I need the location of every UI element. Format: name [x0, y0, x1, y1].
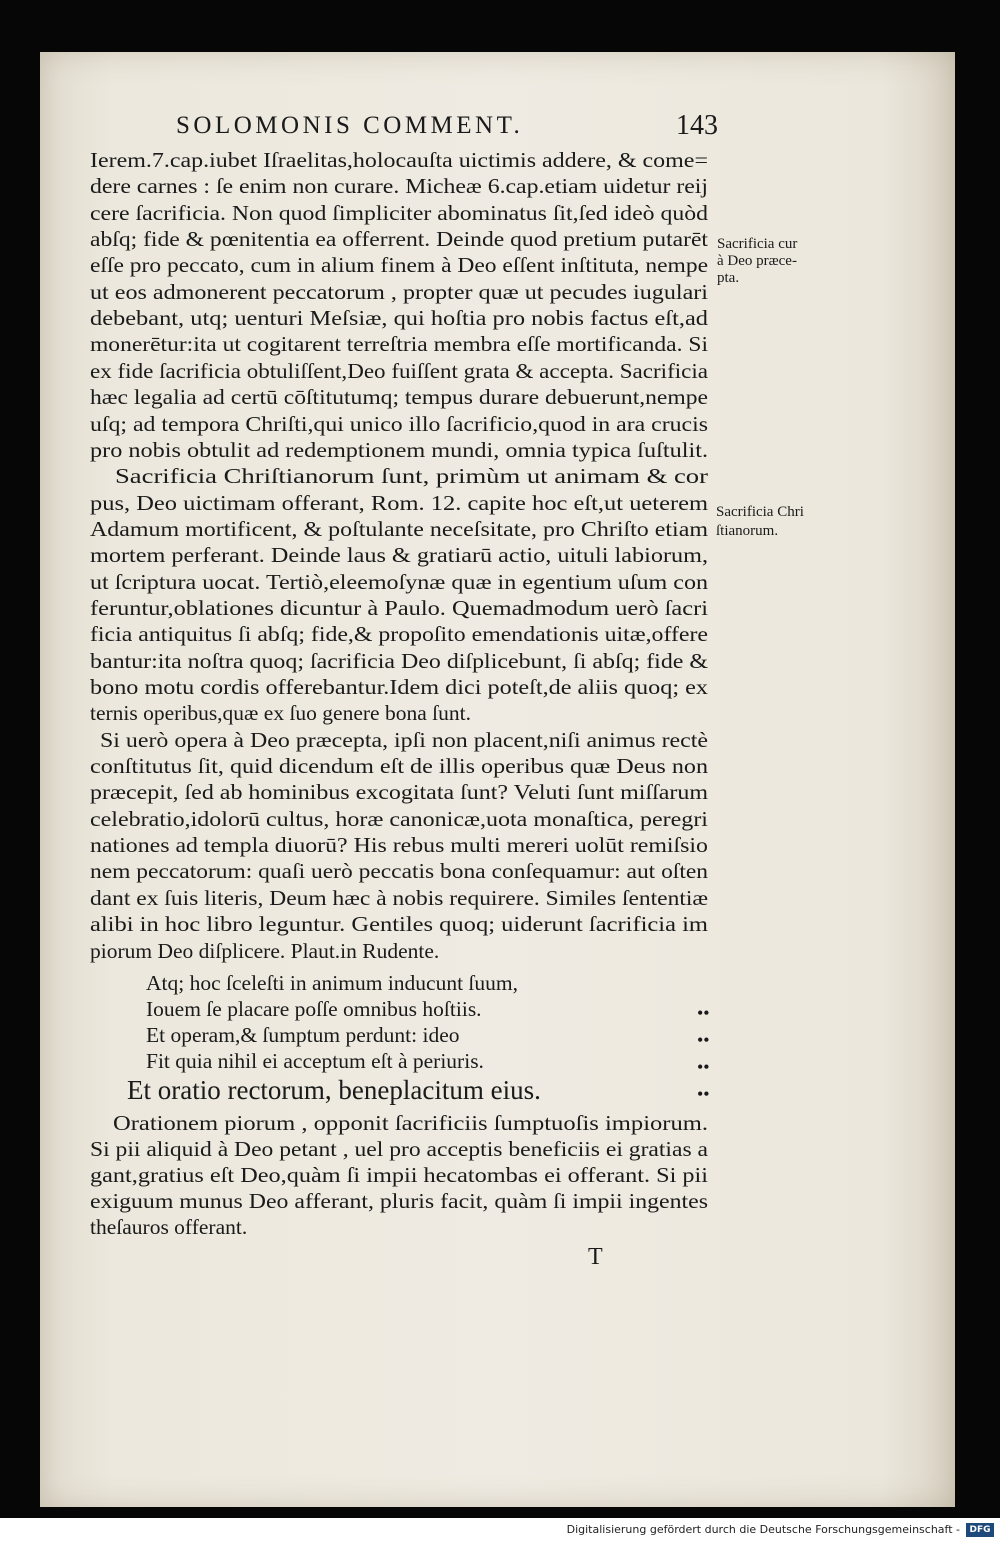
text-line: exiguum munus Deo afferant, pluris facit, quàm ſi impii ingentes [90, 1189, 708, 1213]
text-line: monerētur:ita ut cogitarent terreſtria membra eſſe mortificanda. Si [90, 332, 709, 357]
text-line: Sacrificia Chriſtianorum ſunt, primùm ut animam & cor [115, 464, 708, 489]
text-line: feruntur,oblationes dicuntur à Paulo. Quemadmodum uerò ſacri [90, 595, 708, 620]
scripture-verse: Et oratio rectorum, beneplacitum eius. [127, 1075, 541, 1105]
quote-mark: •• [697, 1084, 710, 1104]
text-line: ut ſcriptura uocat. Tertiò,eleemoſynæ quæ in egentium uſum con [90, 569, 709, 594]
text-line: cere ſacrificia. Non quod ſimpliciter abominatus ſit,ſed ideò quòd [90, 200, 709, 225]
text-line: nationes ad templa diuorū? His rebus multi mereri uolūt remiſsio [90, 833, 708, 858]
text-line: ternis operibus,quæ ex ſuo genere bona ſunt. [90, 701, 471, 726]
text-line: præcepit, ſed ab hominibus excogitata ſunt? Veluti ſunt miſſarum [90, 780, 709, 805]
text-line: Si uerò opera à Deo præcepta, ipſi non placent,niſi animus rectè [100, 727, 709, 752]
text-line: gant,gratius eſt Deo,quàm ſi impii hecatombas ei offerant. Si pii [90, 1163, 709, 1187]
margin-note-line: à Deo præce- [717, 253, 797, 269]
text-line: piorum Deo diſplicere. Plaut.in Rudente. [90, 938, 440, 963]
text-line: conſtitutus ſit, quid dicendum eſt de illis operibus quæ Deus non [90, 754, 709, 779]
text-line: Fit quia nihil ei acceptum eſt à periuris. [146, 1049, 484, 1073]
text-line: ut eos admonerent peccatorum , propter quæ ut pecudes iugulari [90, 279, 708, 304]
running-title: SOLOMONIS COMMENT. [176, 112, 524, 139]
text-line: Orationem piorum , opponit ſacrificiis ſumptuoſis impiorum. [113, 1111, 709, 1135]
text-line: hæc legalia ad certū cōſtitutumq; tempus durare debuerunt,nempe [90, 385, 708, 410]
text-line: ex fide ſacrificia obtuliſſent,Deo fuiſſent grata & accepta. Sacrificia [90, 358, 709, 383]
text-line: pro nobis obtulit ad redemptionem mundi, omnia typica ſuſtulit. [90, 437, 709, 462]
text-line: bantur:ita noſtra quoq; ſacrificia Deo diſplicebunt, ſi abſq; fide & [90, 648, 709, 673]
margin-note-line: Sacrificia cur [717, 236, 798, 252]
margin-note-line: Sacrificia Chri [716, 504, 804, 520]
text-line: dant ex ſuis literis, Deum hæc à nobis requirere. Similes ſententiæ [90, 885, 709, 910]
quote-mark: •• [697, 1003, 710, 1023]
text-line: Et operam,& ſumptum perdunt: ideo [146, 1023, 460, 1047]
text-line: ficia antiquitus ſi abſq; fide,& propoſito emendationis uitæ,offere [90, 622, 708, 647]
text-line: uſq; ad tempora Chriſti,qui unico illo ſacrificio,quod in ara crucis [90, 411, 709, 436]
text-line: abſq; fide & pœnitentia ea offerrent. Deinde quod pretium putarēt [90, 227, 709, 252]
text-line: Ierem.7.cap.iubet Iſraelitas,holocauſta uictimis addere, & come= [90, 148, 708, 172]
text-line: celebratio,idolorū cultus, horæ canonicæ,uota monaſtica, peregri [90, 806, 708, 831]
text-line: eſſe pro peccato, cum in alium finem à Deo eſſent inſtituta, nempe [90, 253, 709, 278]
text-line: pus, Deo uictimam offerant, Rom. 12. capite hoc eſt,ut ueterem [90, 490, 709, 515]
signature-mark: T [588, 1244, 603, 1270]
text-line: nem peccatorum: quaſi uerò peccatis bona conſequamur: aut oſten [90, 859, 709, 884]
text-line: alibi in hoc libro leguntur. Gentiles quoq; uiderunt ſacrificia im [90, 912, 709, 937]
text-line: mortem perferant. Deinde laus & gratiarū actio, uituli labiorum, [90, 543, 709, 568]
margin-note-line: ſtianorum. [716, 523, 779, 539]
footer-bar [0, 1518, 1000, 1543]
text-line: Adamum mortificent, & poſtulante neceſsitate, pro Chriſto etiam [90, 516, 708, 541]
text-line: bono motu cordis offerebantur.Idem dici poteſt,de aliis quoq; ex [90, 675, 708, 699]
text-line: Si pii aliquid à Deo petant , uel pro acceptis beneficiis ei gratias a [90, 1137, 708, 1161]
dfg-logo-icon: DFG [966, 1523, 994, 1537]
text-line: debebant, utq; uenturi Meſsiæ, qui hoſtia pro nobis factus eſt,ad [90, 306, 708, 331]
text-line: Atq; hoc ſceleſti in animum inducunt ſuum, [146, 971, 519, 995]
text-line: Iouem ſe placare poſſe omnibus hoſtiis. [146, 997, 482, 1021]
text-line: theſauros offerant. [90, 1215, 248, 1239]
quote-mark: •• [697, 1057, 710, 1077]
page-number: 143 [676, 110, 718, 141]
margin-note-line: pta. [717, 270, 740, 286]
quote-mark: •• [697, 1030, 710, 1050]
text-line: dere carnes : ſe enim non curare. Micheæ 6.cap.etiam uidetur reij [90, 174, 708, 199]
funding-credit: Digitalisierung gefördert durch die Deutsche Forschungsgemeinschaft - [566, 1523, 960, 1536]
